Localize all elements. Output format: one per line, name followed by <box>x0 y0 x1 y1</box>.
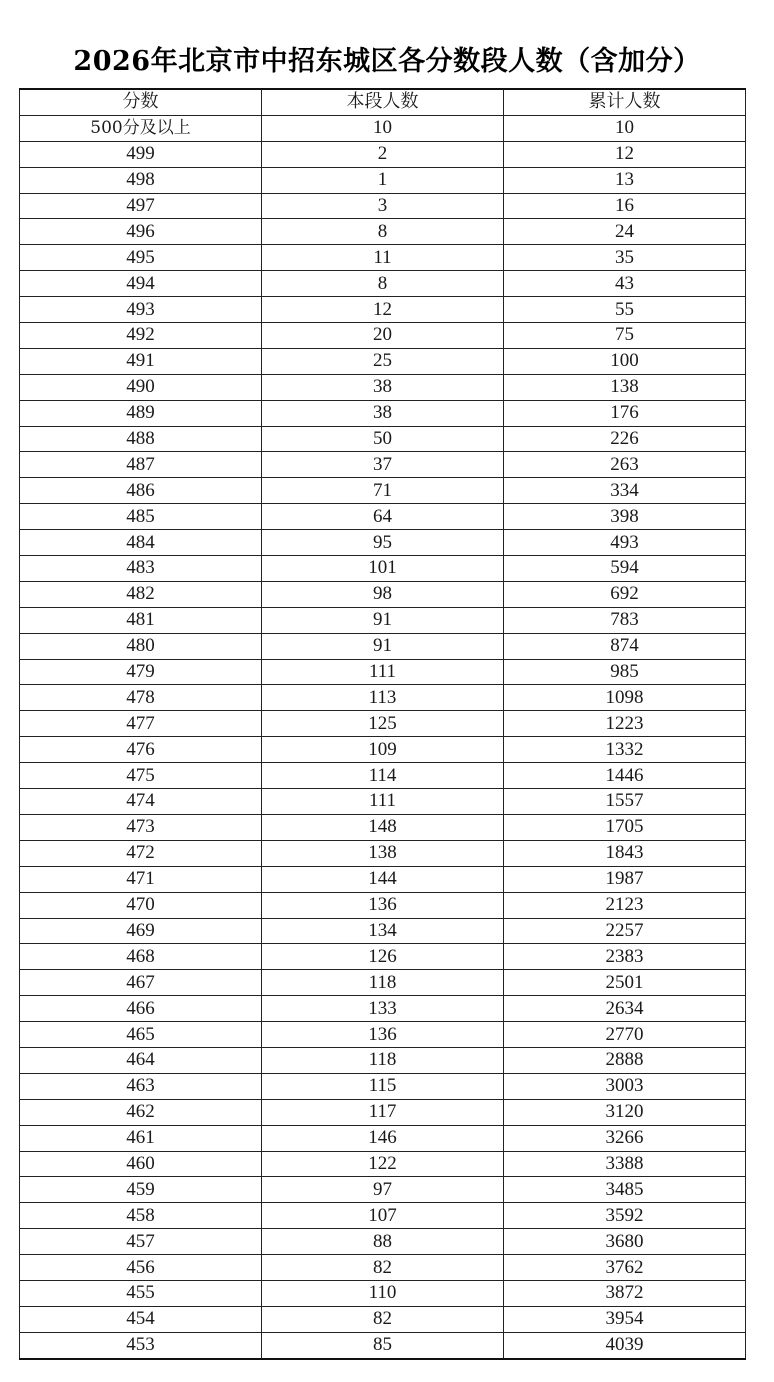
segment-count-cell: 82 <box>262 1255 504 1281</box>
table-row <box>20 297 746 323</box>
table-row <box>20 866 746 892</box>
score-cell: 497 <box>20 193 262 219</box>
cumulative-count-cell: 1987 <box>504 866 746 892</box>
segment-count-cell: 82 <box>262 1306 504 1332</box>
score-cell: 471 <box>20 866 262 892</box>
segment-count-cell: 91 <box>262 607 504 633</box>
segment-count-cell: 109 <box>262 737 504 763</box>
table-row <box>20 892 746 918</box>
score-cell: 496 <box>20 219 262 245</box>
header-row <box>20 89 746 115</box>
score-cell: 481 <box>20 607 262 633</box>
score-cell: 462 <box>20 1099 262 1125</box>
score-cell: 470 <box>20 892 262 918</box>
cumulative-count-cell: 226 <box>504 426 746 452</box>
table-row <box>20 581 746 607</box>
score-cell: 480 <box>20 633 262 659</box>
score-cell: 491 <box>20 348 262 374</box>
table-row <box>20 530 746 556</box>
segment-count-cell: 136 <box>262 1022 504 1048</box>
cumulative-count-cell: 13 <box>504 167 746 193</box>
table-row <box>20 556 746 582</box>
table-row <box>20 374 746 400</box>
cumulative-count-cell: 2257 <box>504 918 746 944</box>
cumulative-count-cell: 985 <box>504 659 746 685</box>
table-row <box>20 1151 746 1177</box>
score-cell: 461 <box>20 1125 262 1151</box>
table-row <box>20 737 746 763</box>
score-cell: 492 <box>20 323 262 349</box>
cumulative-count-cell: 2888 <box>504 1047 746 1073</box>
segment-count-cell: 85 <box>262 1332 504 1358</box>
table-row <box>20 996 746 1022</box>
table-row <box>20 141 746 167</box>
score-cell: 476 <box>20 737 262 763</box>
score-cell: 469 <box>20 918 262 944</box>
segment-count-cell: 117 <box>262 1099 504 1125</box>
score-cell: 485 <box>20 504 262 530</box>
score-cell: 487 <box>20 452 262 478</box>
score-cell: 456 <box>20 1255 262 1281</box>
segment-count-cell: 134 <box>262 918 504 944</box>
cumulative-count-cell: 1843 <box>504 840 746 866</box>
score-cell: 483 <box>20 556 262 582</box>
table-row <box>20 219 746 245</box>
cumulative-count-cell: 3120 <box>504 1099 746 1125</box>
segment-count-cell: 91 <box>262 633 504 659</box>
segment-count-cell: 118 <box>262 1047 504 1073</box>
header-score: 分数 <box>20 89 262 115</box>
cumulative-count-cell: 1446 <box>504 763 746 789</box>
table-row <box>20 348 746 374</box>
table-row <box>20 607 746 633</box>
score-distribution-table-container <box>19 88 745 1360</box>
table-row <box>20 323 746 349</box>
segment-count-cell: 138 <box>262 840 504 866</box>
segment-count-cell: 11 <box>262 245 504 271</box>
cumulative-count-cell: 783 <box>504 607 746 633</box>
cumulative-count-cell: 1705 <box>504 814 746 840</box>
cumulative-count-cell: 12 <box>504 141 746 167</box>
table-header <box>20 89 746 115</box>
segment-count-cell: 97 <box>262 1177 504 1203</box>
cumulative-count-cell: 55 <box>504 297 746 323</box>
segment-count-cell: 8 <box>262 271 504 297</box>
score-cell: 455 <box>20 1280 262 1306</box>
cumulative-count-cell: 100 <box>504 348 746 374</box>
cumulative-count-cell: 2123 <box>504 892 746 918</box>
cumulative-count-cell: 75 <box>504 323 746 349</box>
table-row <box>20 504 746 530</box>
cumulative-count-cell: 10 <box>504 115 746 141</box>
segment-count-cell: 95 <box>262 530 504 556</box>
cumulative-count-cell: 138 <box>504 374 746 400</box>
score-cell: 494 <box>20 271 262 297</box>
segment-count-cell: 136 <box>262 892 504 918</box>
score-cell: 453 <box>20 1332 262 1358</box>
score-cell: 493 <box>20 297 262 323</box>
segment-count-cell: 50 <box>262 426 504 452</box>
score-cell: 495 <box>20 245 262 271</box>
segment-count-cell: 115 <box>262 1073 504 1099</box>
segment-count-cell: 107 <box>262 1203 504 1229</box>
segment-count-cell: 113 <box>262 685 504 711</box>
header-segment-count: 本段人数 <box>262 89 504 115</box>
score-cell: 489 <box>20 400 262 426</box>
table-row <box>20 452 746 478</box>
score-cell: 475 <box>20 763 262 789</box>
score-cell: 467 <box>20 970 262 996</box>
table-row <box>20 400 746 426</box>
table-row <box>20 1255 746 1281</box>
table-row <box>20 814 746 840</box>
segment-count-cell: 122 <box>262 1151 504 1177</box>
score-cell: 473 <box>20 814 262 840</box>
segment-count-cell: 20 <box>262 323 504 349</box>
segment-count-cell: 38 <box>262 400 504 426</box>
segment-count-cell: 144 <box>262 866 504 892</box>
cumulative-count-cell: 3388 <box>504 1151 746 1177</box>
segment-count-cell: 133 <box>262 996 504 1022</box>
segment-count-cell: 146 <box>262 1125 504 1151</box>
table-row <box>20 944 746 970</box>
table-row <box>20 1073 746 1099</box>
segment-count-cell: 126 <box>262 944 504 970</box>
header-cumulative-count: 累计人数 <box>504 89 746 115</box>
score-cell: 500分及以上 <box>20 115 262 141</box>
table-row <box>20 1177 746 1203</box>
table-row <box>20 789 746 815</box>
cumulative-count-cell: 594 <box>504 556 746 582</box>
cumulative-count-cell: 24 <box>504 219 746 245</box>
table-row <box>20 1203 746 1229</box>
segment-count-cell: 38 <box>262 374 504 400</box>
cumulative-count-cell: 334 <box>504 478 746 504</box>
segment-count-cell: 125 <box>262 711 504 737</box>
segment-count-cell: 114 <box>262 763 504 789</box>
score-cell: 478 <box>20 685 262 711</box>
table-row <box>20 1125 746 1151</box>
score-cell: 482 <box>20 581 262 607</box>
score-cell: 466 <box>20 996 262 1022</box>
score-cell: 457 <box>20 1229 262 1255</box>
cumulative-count-cell: 1098 <box>504 685 746 711</box>
table-row <box>20 1099 746 1125</box>
segment-count-cell: 148 <box>262 814 504 840</box>
cumulative-count-cell: 4039 <box>504 1332 746 1358</box>
cumulative-count-cell: 692 <box>504 581 746 607</box>
cumulative-count-cell: 3680 <box>504 1229 746 1255</box>
score-cell: 472 <box>20 840 262 866</box>
cumulative-count-cell: 3592 <box>504 1203 746 1229</box>
table-row <box>20 659 746 685</box>
cumulative-count-cell: 2634 <box>504 996 746 1022</box>
score-cell: 488 <box>20 426 262 452</box>
cumulative-count-cell: 874 <box>504 633 746 659</box>
cumulative-count-cell: 3762 <box>504 1255 746 1281</box>
segment-count-cell: 98 <box>262 581 504 607</box>
segment-count-cell: 71 <box>262 478 504 504</box>
table-row <box>20 918 746 944</box>
score-cell: 460 <box>20 1151 262 1177</box>
table-row <box>20 167 746 193</box>
cumulative-count-cell: 263 <box>504 452 746 478</box>
cumulative-count-cell: 1223 <box>504 711 746 737</box>
cumulative-count-cell: 35 <box>504 245 746 271</box>
segment-count-cell: 118 <box>262 970 504 996</box>
cumulative-count-cell: 3954 <box>504 1306 746 1332</box>
segment-count-cell: 12 <box>262 297 504 323</box>
table-row <box>20 685 746 711</box>
segment-count-cell: 88 <box>262 1229 504 1255</box>
score-cell: 486 <box>20 478 262 504</box>
cumulative-count-cell: 398 <box>504 504 746 530</box>
segment-count-cell: 8 <box>262 219 504 245</box>
cumulative-count-cell: 493 <box>504 530 746 556</box>
score-cell: 484 <box>20 530 262 556</box>
score-cell: 499 <box>20 141 262 167</box>
score-cell: 468 <box>20 944 262 970</box>
table-row <box>20 1047 746 1073</box>
segment-count-cell: 110 <box>262 1280 504 1306</box>
table-row <box>20 1022 746 1048</box>
cumulative-count-cell: 16 <box>504 193 746 219</box>
segment-count-cell: 3 <box>262 193 504 219</box>
table-row <box>20 426 746 452</box>
table-row <box>20 1229 746 1255</box>
table-row <box>20 1332 746 1358</box>
score-cell: 464 <box>20 1047 262 1073</box>
score-cell: 479 <box>20 659 262 685</box>
table-row <box>20 711 746 737</box>
table-row <box>20 245 746 271</box>
document-title: 2026年北京市中招东城区各分数段人数（含加分） <box>73 46 701 77</box>
cumulative-count-cell: 1332 <box>504 737 746 763</box>
table-row <box>20 115 746 141</box>
cumulative-count-cell: 2770 <box>504 1022 746 1048</box>
segment-count-cell: 25 <box>262 348 504 374</box>
score-cell: 474 <box>20 789 262 815</box>
table-row <box>20 478 746 504</box>
cumulative-count-cell: 3872 <box>504 1280 746 1306</box>
cumulative-count-cell: 176 <box>504 400 746 426</box>
cumulative-count-cell: 3003 <box>504 1073 746 1099</box>
score-cell: 465 <box>20 1022 262 1048</box>
cumulative-count-cell: 43 <box>504 271 746 297</box>
table-row <box>20 970 746 996</box>
cumulative-count-cell: 1557 <box>504 789 746 815</box>
table-row <box>20 763 746 789</box>
cumulative-count-cell: 3485 <box>504 1177 746 1203</box>
score-cell: 458 <box>20 1203 262 1229</box>
segment-count-cell: 111 <box>262 789 504 815</box>
segment-count-cell: 37 <box>262 452 504 478</box>
table-row <box>20 193 746 219</box>
cumulative-count-cell: 2501 <box>504 970 746 996</box>
score-cell: 463 <box>20 1073 262 1099</box>
cumulative-count-cell: 3266 <box>504 1125 746 1151</box>
score-cell: 454 <box>20 1306 262 1332</box>
table-body <box>20 115 746 1358</box>
score-cell: 490 <box>20 374 262 400</box>
segment-count-cell: 10 <box>262 115 504 141</box>
table-row <box>20 1306 746 1332</box>
cumulative-count-cell: 2383 <box>504 944 746 970</box>
score-cell: 459 <box>20 1177 262 1203</box>
segment-count-cell: 64 <box>262 504 504 530</box>
score-cell: 498 <box>20 167 262 193</box>
table-row <box>20 1280 746 1306</box>
segment-count-cell: 1 <box>262 167 504 193</box>
table-row <box>20 271 746 297</box>
score-distribution-table <box>19 88 746 1360</box>
segment-count-cell: 101 <box>262 556 504 582</box>
score-cell: 477 <box>20 711 262 737</box>
segment-count-cell: 111 <box>262 659 504 685</box>
segment-count-cell: 2 <box>262 141 504 167</box>
table-row <box>20 840 746 866</box>
table-row <box>20 633 746 659</box>
